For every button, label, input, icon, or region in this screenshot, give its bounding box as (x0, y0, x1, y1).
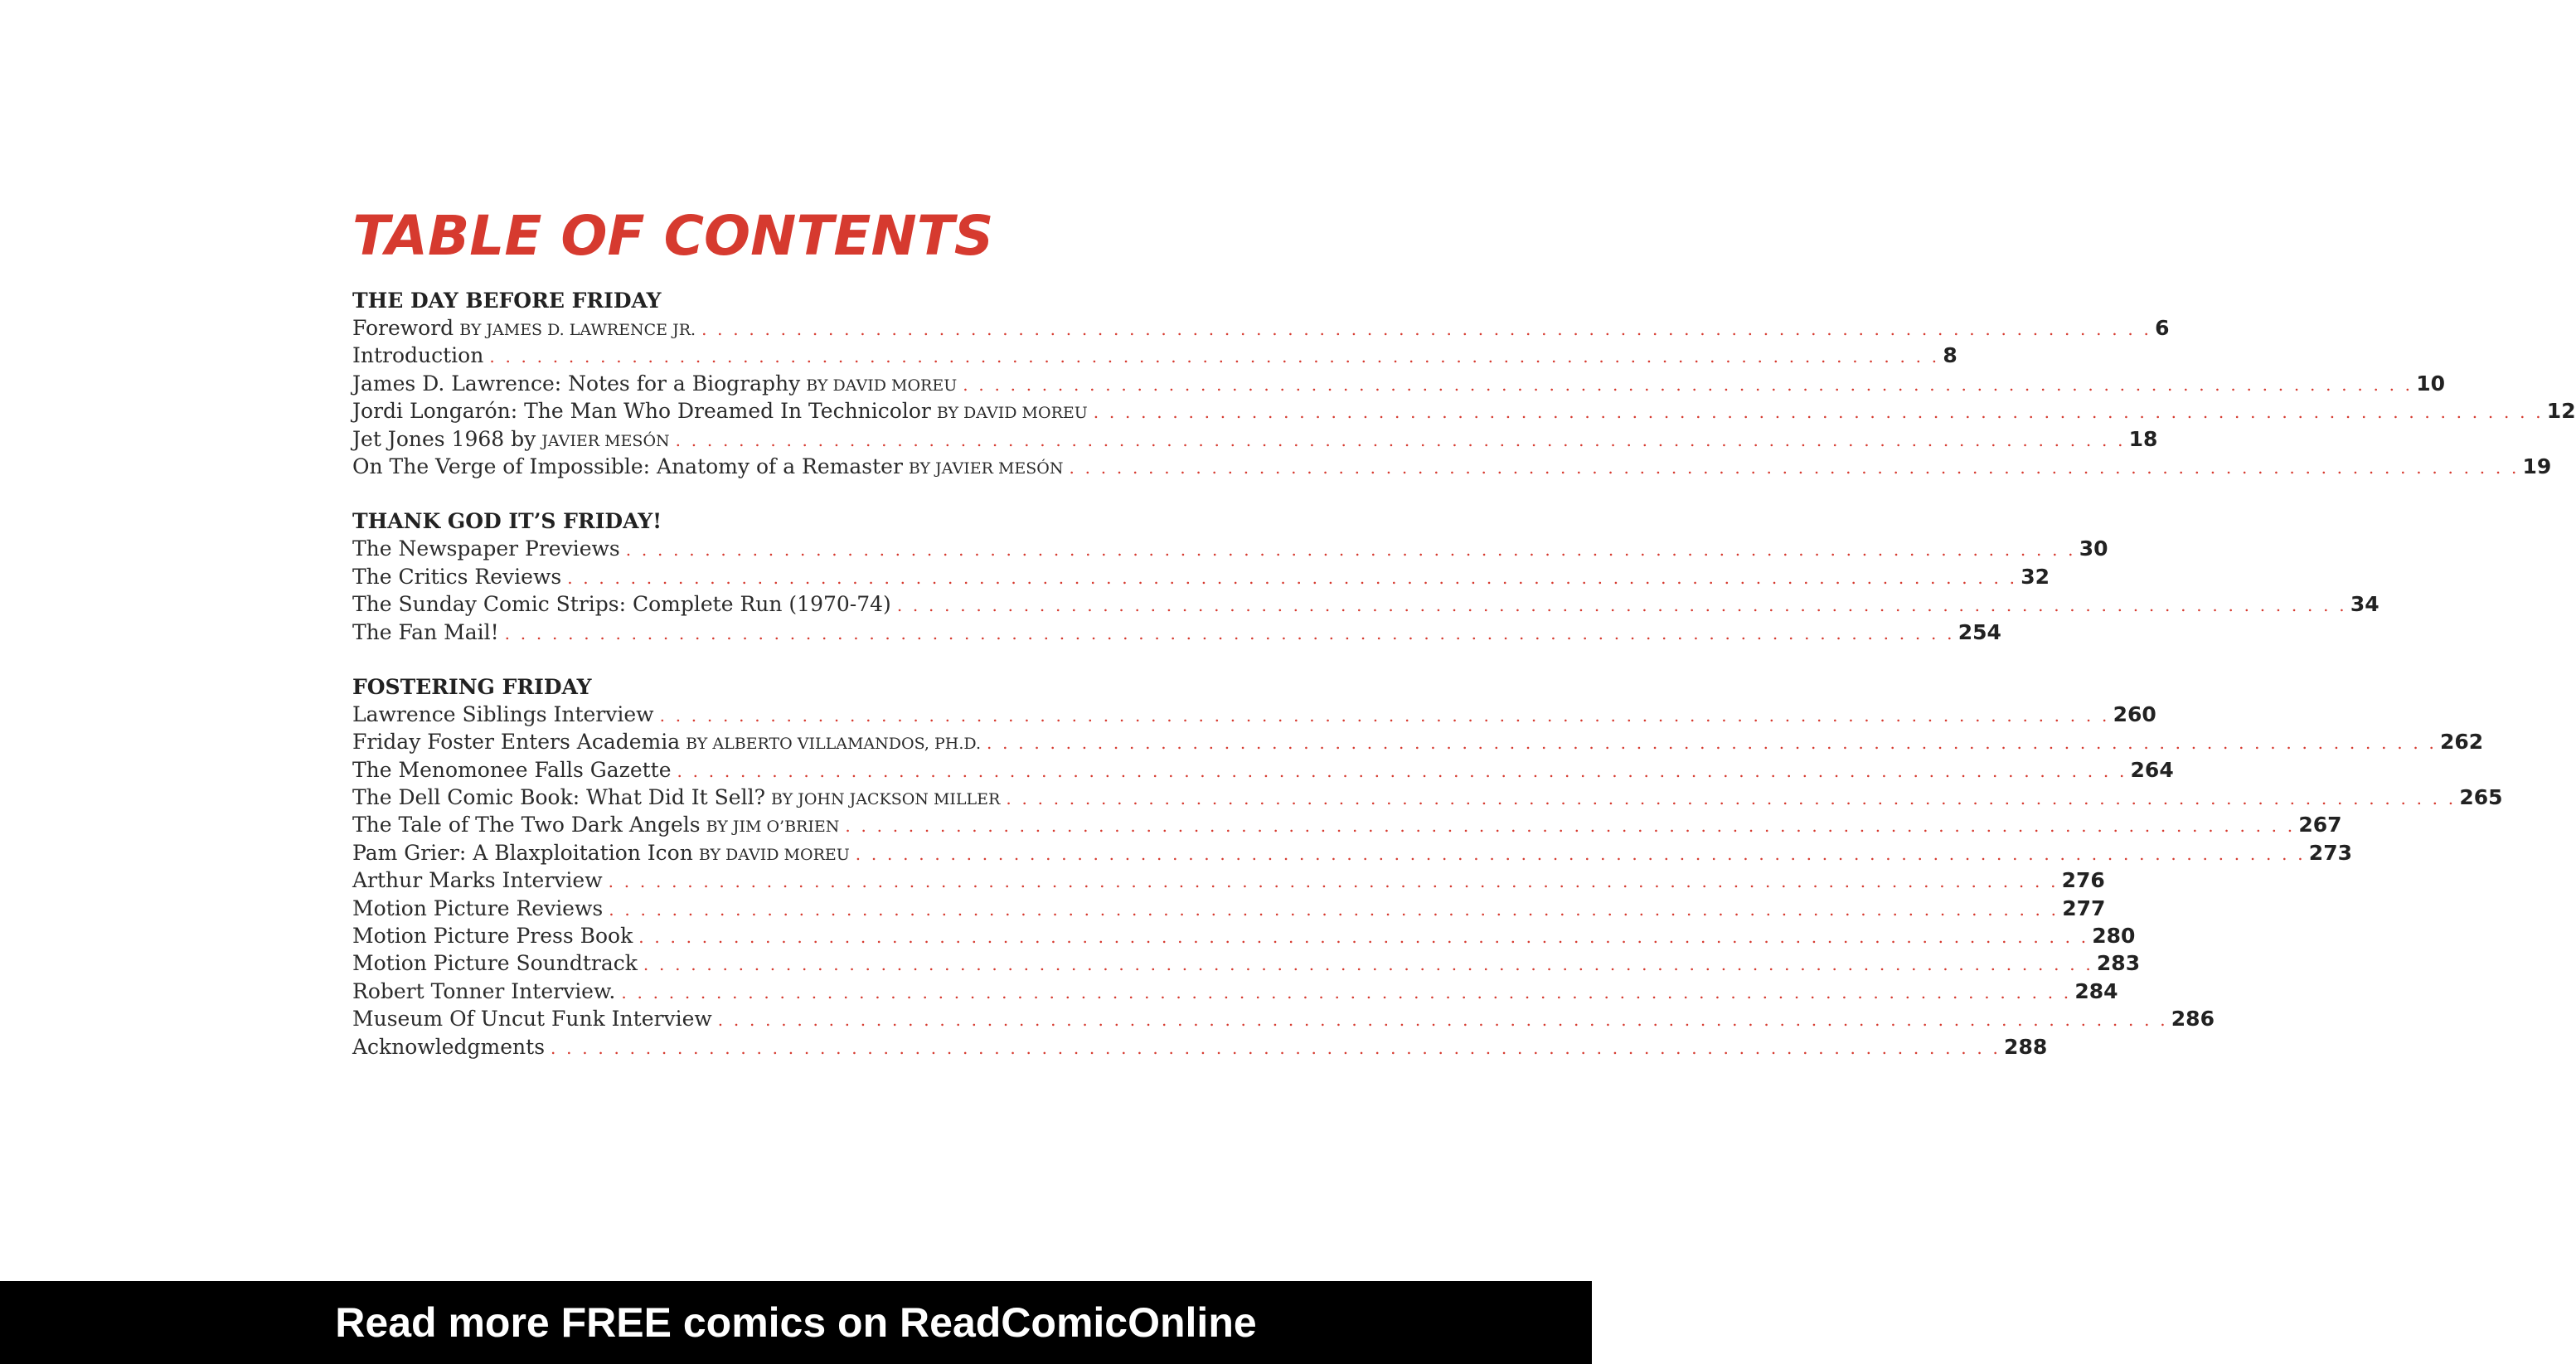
page-number: 276 (2061, 868, 2105, 893)
dot-leader: . . . . . . . . . . . . . . . . . . . . . . . . . . . . . . . . . . . . . . . . . . . . . . . . . . . . . . . . . . . . . . . . . . . . . . . . . . . . . . . . . . . . . . . . . . . . (643, 954, 2093, 975)
dot-leader: . . . . . . . . . . . . . . . . . . . . . . . . . . . . . . . . . . . . . . . . . . . . . . . . . . . . . . . . . . . . . . . . . . . . . . . . . . . . . . . . . . . . . . . . . . . . (963, 374, 2413, 395)
toc-entry[interactable] (352, 1033, 2048, 1061)
page-number: 288 (2004, 1034, 2048, 1059)
toc-entry[interactable] (352, 784, 2503, 811)
toc-entry[interactable] (352, 370, 2446, 397)
entry-byline: BY JOHN JACKSON MILLER (771, 790, 1001, 809)
dot-leader: . . . . . . . . . . . . . . . . . . . . . . . . . . . . . . . . . . . . . . . . . . . . . . . . . . . . . . . . . . . . . . . . . . . . . . . . . . . . . . . . . . . . . . . . . . . . (504, 623, 1955, 643)
page-number: 254 (1957, 619, 2001, 644)
page-number: 273 (2308, 840, 2352, 865)
toc-entry[interactable] (352, 314, 2170, 342)
dot-leader: . . . . . . . . . . . . . . . . . . . . . . . . . . . . . . . . . . . . . . . . . . . . . . . . . . . . . . . . . . . . . . . . . . . . . . . . . . . . . . . . . . . . . . . . . . . . (896, 595, 2347, 616)
entry-title: Motion Picture Soundtrack (352, 951, 638, 976)
dot-leader: . . . . . . . . . . . . . . . . . . . . . . . . . . . . . . . . . . . . . . . . . . . . . . . . . . . . . . . . . . . . . . . . . . . . . . . . . . . . . . . . . . . . . . . . . . . . (855, 843, 2306, 864)
toc-entry[interactable] (352, 619, 2001, 646)
entry-title: Lawrence Siblings Interview (352, 701, 654, 726)
dot-leader: . . . . . . . . . . . . . . . . . . . . . . . . . . . . . . . . . . . . . . . . . . . . . . . . . . . . . . . . . . . . . . . . . . . . . . . . . . . . . . . . . . . . . . . . . . . . (608, 871, 2059, 892)
page-number: 286 (2171, 1007, 2215, 1031)
entry-byline: JAVIER MESÓN (541, 431, 670, 450)
entry-byline: BY JAVIER MESÓN (908, 459, 1064, 478)
dot-leader: . . . . . . . . . . . . . . . . . . . . . . . . . . . . . . . . . . . . . . . . . . . . . . . . . . . . . . . . . . . . . . . . . . . . . . . . . . . . . . . . . . . . . . . . . . . . (717, 1010, 2168, 1031)
page-number: 34 (2350, 592, 2380, 617)
entry-title: On The Verge of Impossible: Anatomy of a Remaster (352, 454, 903, 478)
toc-entry[interactable] (352, 922, 2136, 949)
page-number: 280 (2092, 924, 2136, 949)
toc-entry[interactable] (352, 342, 1957, 369)
toc-section (352, 507, 2380, 646)
toc-entry[interactable] (352, 590, 2380, 618)
page-number: 18 (2128, 426, 2158, 451)
toc-entry[interactable] (352, 1005, 2215, 1032)
section-heading: FOSTERING FRIDAY (352, 674, 592, 699)
toc-entry[interactable] (352, 701, 2156, 728)
entry-title: The Tale of The Two Dark Angels (352, 813, 701, 837)
toc-entry[interactable] (352, 535, 2108, 562)
page-number: 8 (1943, 343, 1957, 368)
page-number: 262 (2440, 730, 2484, 755)
entry-byline: BY JAMES D. LAWRENCE JR. (459, 321, 696, 339)
entry-title: Motion Picture Press Book (352, 924, 633, 949)
page-number: 10 (2416, 371, 2446, 396)
entry-title: The Menomonee Falls Gazette (352, 757, 672, 782)
page-number: 264 (2130, 757, 2174, 782)
dot-leader: . . . . . . . . . . . . . . . . . . . . . . . . . . . . . . . . . . . . . . . . . . . . . . . . . . . . . . . . . . . . . . . . . . . . . . . . . . . . . . . . . . . . . . . . . . . . (625, 540, 2076, 561)
entry-title: Acknowledgments (352, 1034, 546, 1059)
entry-byline: BY ALBERTO VILLAMANDOS, PH.D. (686, 735, 981, 754)
dot-leader: . . . . . . . . . . . . . . . . . . . . . . . . . . . . . . . . . . . . . . . . . . . . . . . . . . . . . . . . . . . . . . . . . . . . . . . . . . . . . . . . . . . . . . . . . . . . (1069, 457, 2520, 478)
entry-title: The Dell Comic Book: What Did It Sell? (352, 785, 765, 810)
entry-byline: BY DAVID MOREU (936, 404, 1088, 423)
section-heading: THE DAY BEFORE FRIDAY (352, 289, 662, 313)
entry-title: Arthur Marks Interview (352, 868, 603, 893)
dot-leader: . . . . . . . . . . . . . . . . . . . . . . . . . . . . . . . . . . . . . . . . . . . . . . . . . . . . . . . . . . . . . . . . . . . . . . . . . . . . . . . . . . . . . . . . . . . . (987, 733, 2438, 754)
toc-entry[interactable] (352, 425, 2158, 453)
toc-entry[interactable] (352, 397, 2576, 425)
entry-title: Motion Picture Reviews (352, 896, 604, 920)
page-number: 283 (2096, 951, 2141, 976)
entry-title: The Critics Reviews (352, 564, 562, 589)
entry-title: Jordi Longarón: The Man Who Dreamed In Technicolor (352, 399, 931, 424)
toc-entry[interactable] (352, 811, 2342, 838)
footer-banner[interactable] (0, 1281, 1592, 1364)
page-number: 12 (2546, 399, 2576, 424)
table-of-contents (352, 199, 2576, 1088)
entry-title: Jet Jones 1968 by (352, 426, 536, 451)
toc-section (352, 673, 2503, 1061)
toc-sections (352, 287, 2576, 1061)
dot-leader: . . . . . . . . . . . . . . . . . . . . . . . . . . . . . . . . . . . . . . . . . . . . . . . . . . . . . . . . . . . . . . . . . . . . . . . . . . . . . . . . . . . . . . . . . . . . (677, 760, 2127, 781)
dot-leader: . . . . . . . . . . . . . . . . . . . . . . . . . . . . . . . . . . . . . . . . . . . . . . . . . . . . . . . . . . . . . . . . . . . . . . . . . . . . . . . . . . . . . . . . . . . . (659, 705, 2110, 726)
page-number: 32 (2021, 564, 2050, 589)
entry-title: Museum Of Uncut Funk Interview (352, 1007, 712, 1031)
entry-byline: BY DAVID MOREU (806, 376, 958, 395)
page-number: 6 (2155, 316, 2170, 340)
page-number: 267 (2298, 813, 2342, 837)
toc-entry[interactable] (352, 756, 2174, 784)
dot-leader: . . . . . . . . . . . . . . . . . . . . . . . . . . . . . . . . . . . . . . . . . . . . . . . . . . . . . . . . . . . . . . . . . . . . . . . . . . . . . . . . . . . . . . . . . . . . (675, 430, 2126, 450)
toc-entry[interactable] (352, 895, 2106, 922)
entry-title: Robert Tonner Interview. (352, 978, 616, 1003)
page-number: 265 (2459, 785, 2503, 810)
dot-leader: . . . . . . . . . . . . . . . . . . . . . . . . . . . . . . . . . . . . . . . . . . . . . . . . . . . . . . . . . . . . . . . . . . . . . . . . . . . . . . . . . . . . . . . . . . . . (701, 319, 2152, 339)
dot-leader: . . . . . . . . . . . . . . . . . . . . . . . . . . . . . . . . . . . . . . . . . . . . . . . . . . . . . . . . . . . . . . . . . . . . . . . . . . . . . . . . . . . . . . . . . . . . (845, 816, 2296, 837)
entry-byline: BY DAVID MOREU (698, 845, 850, 864)
entry-title: James D. Lawrence: Notes for a Biography (352, 371, 801, 396)
page-number: 19 (2522, 454, 2552, 478)
entry-title: The Fan Mail! (352, 619, 499, 644)
entry-title: Friday Foster Enters Academia (352, 730, 681, 755)
toc-entry[interactable] (352, 949, 2141, 977)
entry-title: The Newspaper Previews (352, 536, 620, 561)
dot-leader: . . . . . . . . . . . . . . . . . . . . . . . . . . . . . . . . . . . . . . . . . . . . . . . . . . . . . . . . . . . . . . . . . . . . . . . . . . . . . . . . . . . . . . . . . . . . (489, 347, 1940, 367)
entry-title: Pam Grier: A Blaxploitation Icon (352, 840, 693, 865)
dot-leader: . . . . . . . . . . . . . . . . . . . . . . . . . . . . . . . . . . . . . . . . . . . . . . . . . . . . . . . . . . . . . . . . . . . . . . . . . . . . . . . . . . . . . . . . . . . . (621, 982, 2072, 1002)
page-number: 284 (2074, 978, 2118, 1003)
entry-title: The Sunday Comic Strips: Complete Run (1970-74) (352, 592, 891, 617)
section-heading: THANK GOD IT’S FRIDAY! (352, 509, 662, 534)
dot-leader: . . . . . . . . . . . . . . . . . . . . . . . . . . . . . . . . . . . . . . . . . . . . . . . . . . . . . . . . . . . . . . . . . . . . . . . . . . . . . . . . . . . . . . . . . . . . (551, 1037, 2001, 1058)
footer-link-text[interactable]: Read more FREE comics on ReadComicOnline (335, 1299, 1257, 1346)
dot-leader: . . . . . . . . . . . . . . . . . . . . . . . . . . . . . . . . . . . . . . . . . . . . . . . . . . . . . . . . . . . . . . . . . . . . . . . . . . . . . . . . . . . . . . . . . . . . (638, 927, 2089, 948)
page-number: 277 (2062, 896, 2106, 920)
page-number: 30 (2079, 536, 2108, 561)
entry-title: Introduction (352, 343, 484, 368)
toc-entry[interactable] (352, 563, 2050, 590)
dot-leader: . . . . . . . . . . . . . . . . . . . . . . . . . . . . . . . . . . . . . . . . . . . . . . . . . . . . . . . . . . . . . . . . . . . . . . . . . . . . . . . . . . . . . . . . . . . . (1093, 402, 2544, 423)
toc-section (352, 287, 2576, 480)
page-number: 260 (2113, 701, 2156, 726)
toc-entry[interactable] (352, 978, 2118, 1005)
dot-leader: . . . . . . . . . . . . . . . . . . . . . . . . . . . . . . . . . . . . . . . . . . . . . . . . . . . . . . . . . . . . . . . . . . . . . . . . . . . . . . . . . . . . . . . . . . . . (609, 899, 2059, 920)
toc-entry[interactable] (352, 453, 2552, 480)
entry-byline: BY JIM O’BRIEN (706, 818, 840, 837)
toc-entry[interactable] (352, 866, 2105, 894)
entry-title: Foreword (352, 316, 454, 340)
dot-leader: . . . . . . . . . . . . . . . . . . . . . . . . . . . . . . . . . . . . . . . . . . . . . . . . . . . . . . . . . . . . . . . . . . . . . . . . . . . . . . . . . . . . . . . . . . . . (1006, 789, 2457, 809)
toc-entry[interactable] (352, 728, 2484, 755)
page-title: TABLE OF CONTENTS (352, 204, 994, 268)
toc-entry[interactable] (352, 839, 2352, 866)
dot-leader: . . . . . . . . . . . . . . . . . . . . . . . . . . . . . . . . . . . . . . . . . . . . . . . . . . . . . . . . . . . . . . . . . . . . . . . . . . . . . . . . . . . . . . . . . . . . (567, 567, 2018, 588)
